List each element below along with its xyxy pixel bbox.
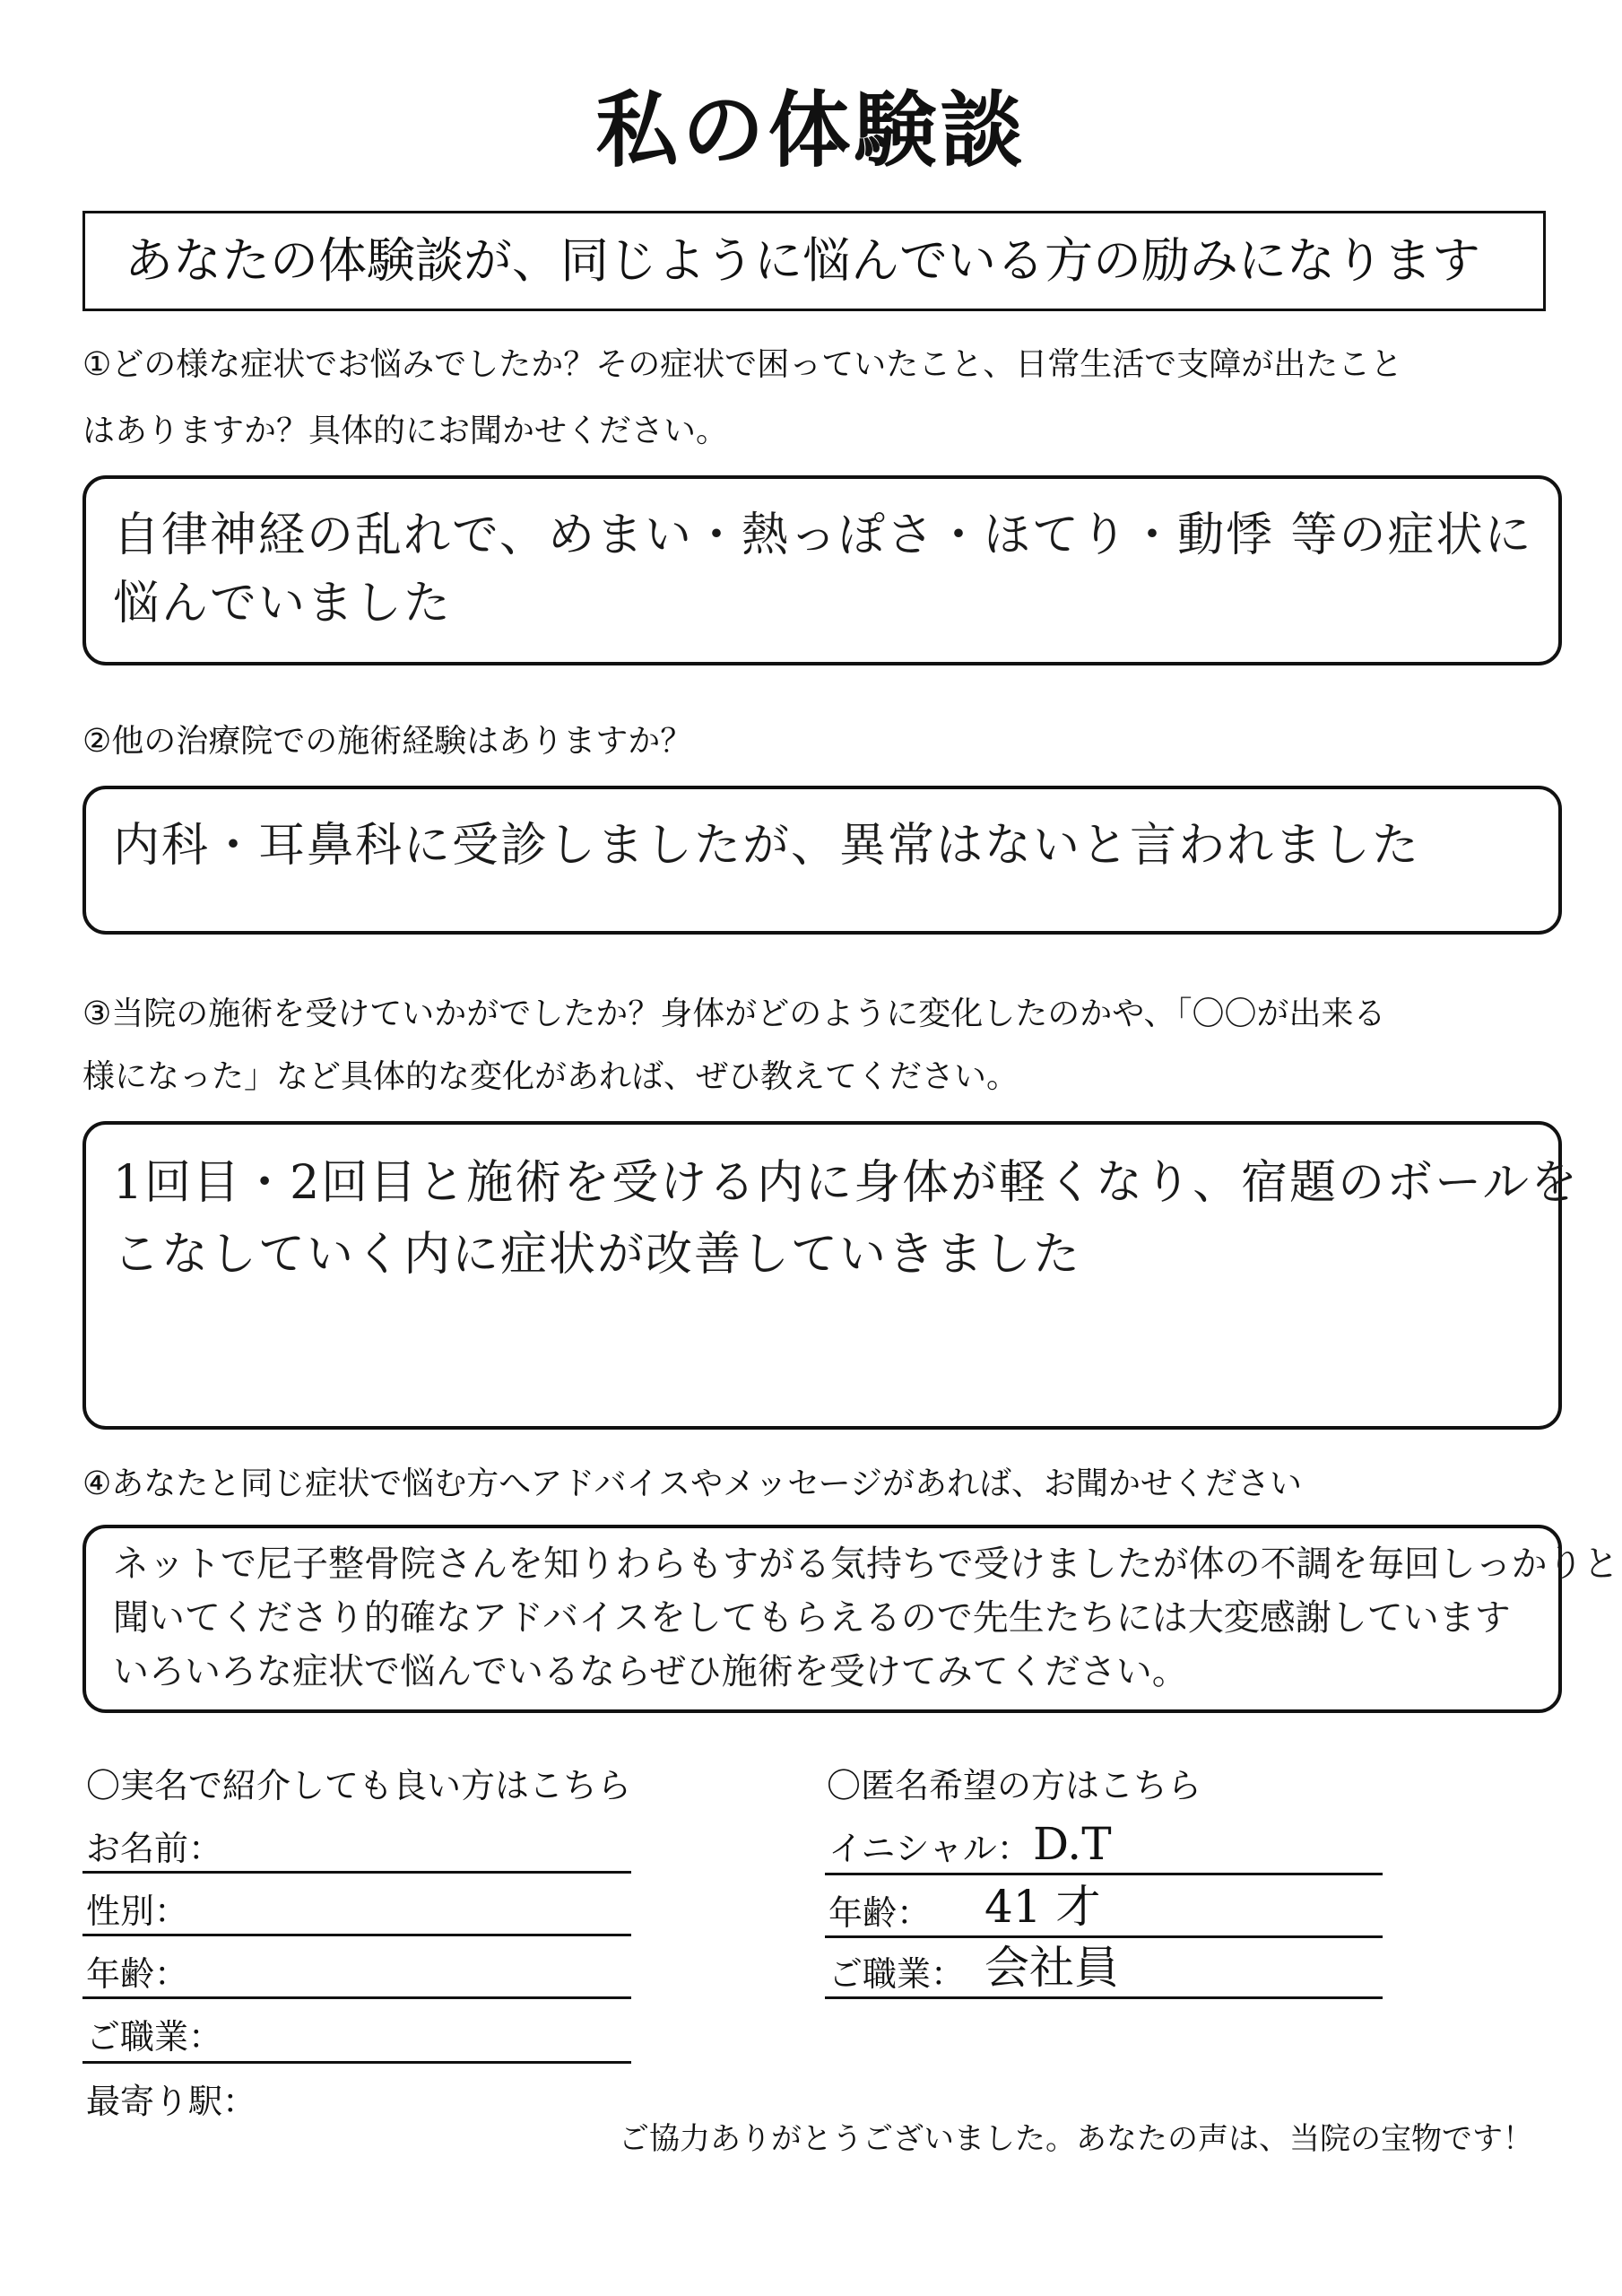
- question-4-line-1: ④あなたと同じ症状で悩む方へアドバイスやメッセージがあれば、お聞かせください: [82, 1465, 1302, 1502]
- answer-3-line-2: こなしていく内に症状が改善していきました: [113, 1228, 1082, 1282]
- footer-message: ご協力ありがとうございました。あなたの声は、当院の宝物です！: [619, 2121, 1533, 2157]
- anonymous-occupation-value: 会社員: [984, 1942, 1119, 1994]
- answer-box-3: [82, 1121, 1580, 1430]
- anonymous-initials-underline: [825, 1873, 1383, 1875]
- realname-gender-label: 性別：: [86, 1892, 189, 1931]
- realname-station-label: 最寄り駅：: [86, 2082, 257, 2121]
- realname-occupation-underline: [82, 2061, 631, 2064]
- realname-heading: 〇実名で紹介しても良い方はこちら: [86, 1766, 632, 1805]
- answer-box-4: [82, 1525, 1619, 1713]
- anonymous-initials-value: D.T: [1033, 1818, 1112, 1870]
- banner: あなたの体験談が、同じように悩んでいる方の励みになります: [82, 211, 1546, 311]
- answer-1-line-2: 悩んでいました: [113, 577, 453, 631]
- realname-name-label: お名前：: [86, 1829, 223, 1868]
- anonymous-age-value: 41 才: [984, 1881, 1101, 1933]
- question-1-line-1: ①どの様な症状でお悩みでしたか？その症状で困っていたこと、日常生活で支障が出たこと: [82, 346, 1403, 383]
- realname-gender-underline: [82, 1934, 631, 1936]
- answer-box-1: [82, 475, 1562, 665]
- anonymous-age-underline: [825, 1935, 1383, 1938]
- answer-4-line-3: いろいろな症状で悩んでいるならぜひ施術を受けてみてください。: [113, 1651, 1188, 1692]
- anonymous-heading: 〇匿名希望の方はこちら: [827, 1766, 1202, 1805]
- answer-box-2: [82, 786, 1562, 935]
- realname-occupation-label: ご職業：: [86, 2017, 223, 2057]
- anonymous-initials-label: イニシャル：: [828, 1829, 1031, 1868]
- question-3-line-2: 様になった」など具体的な変化があれば、ぜひ教えてください。: [82, 1058, 1019, 1095]
- question-1-line-2: はありますか？具体的にお聞かせください。: [82, 413, 729, 449]
- answer-3-line-1: 1回目・2回目と施術を受ける内に身体が軽くなり、宿題のボールを: [113, 1156, 1580, 1210]
- question-3-line-1: ③当院の施術を受けていかがでしたか？身体がどのように変化したのかや、「〇〇が出来る: [82, 996, 1386, 1032]
- answer-2-line-1: 内科・耳鼻科に受診しましたが、異常はないと言われました: [113, 819, 1421, 873]
- anonymous-age-label: 年齢：: [828, 1893, 932, 1933]
- anonymous-occupation-label: ご職業：: [828, 1954, 966, 1994]
- answer-4-line-2: 聞いてくださり的確なアドバイスをしてもらえるので先生たちには大変感謝しています: [113, 1597, 1511, 1639]
- answer-1-line-1: 自律神経の乱れで、めまい・熱っぽさ・ほてり・動悸 等の症状に: [113, 509, 1533, 562]
- anonymous-occupation-underline: [825, 1996, 1383, 1999]
- realname-age-label: 年齢：: [86, 1954, 189, 1994]
- answer-4-line-1: ネットで尼子整骨院さんを知りわらもすがる気持ちで受けましたが体の不調を毎回しっかりと: [113, 1544, 1619, 1585]
- realname-age-underline: [82, 1996, 631, 1999]
- question-2-line-1: ②他の治療院での施術経験はありますか？: [82, 723, 693, 760]
- page-title: 私の体験談: [595, 83, 1027, 178]
- realname-name-underline: [82, 1871, 631, 1874]
